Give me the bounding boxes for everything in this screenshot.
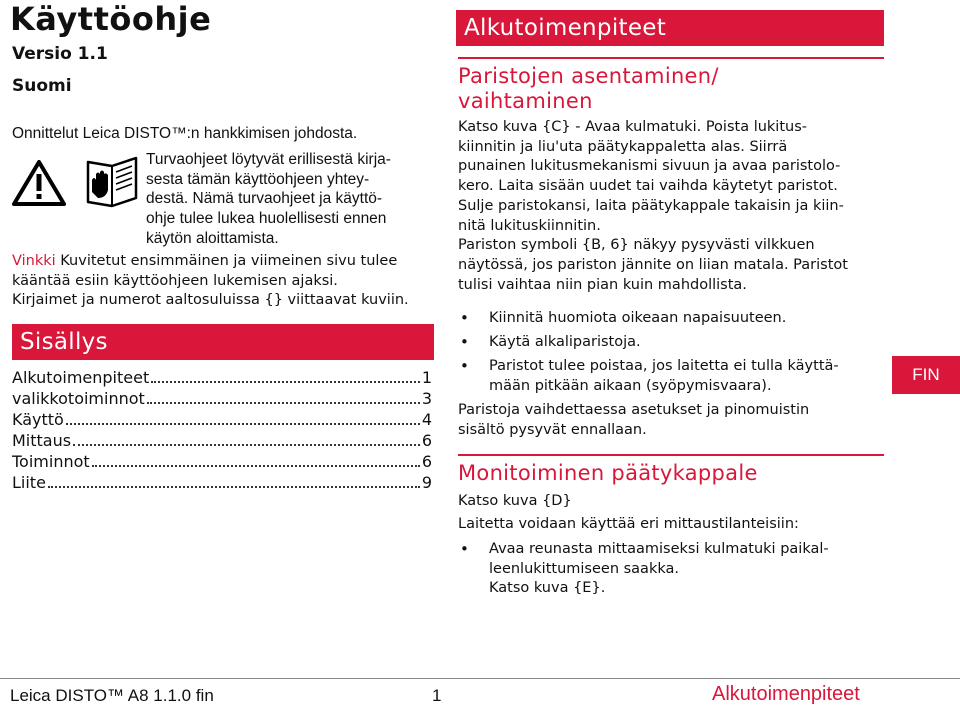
language-tab-fin[interactable]: FIN (892, 356, 960, 394)
bullet-icon: • (460, 357, 469, 375)
safety-notice: Turvaohjeet löytyvät erillisestä kirja- sesta tämän käyttöohjeen yhtey- destä. Nämä turvaohjeet ja käyttö- ohje tulee lukea huolellisesti ennen käytön aloittamista. (146, 151, 391, 247)
toc-item-toiminnot[interactable]: Toiminnot 6 (12, 452, 432, 471)
toc-item-valikkotoiminnot[interactable]: valikkotoiminnot 3 (12, 389, 432, 408)
version-label: Versio 1.1 (12, 44, 108, 64)
footer-divider (0, 678, 960, 679)
section-divider (458, 454, 884, 456)
manual-book-icon (82, 152, 140, 208)
list-item: Paristot tulee poistaa, jos laitetta ei tulla käyttä- mään pitkään aikaan (syöpymisvaara). (489, 358, 839, 394)
toc-item-mittaus[interactable]: Mittaus 6 (12, 431, 432, 450)
section-heading-bar: Alkutoimenpiteet (456, 10, 884, 46)
battery-note: Paristoja vaihdettaessa asetukset ja pinomuistin sisältö pysyvät ennallaan. (458, 402, 810, 438)
toc-item-kaytto[interactable]: Käyttö 4 (12, 410, 432, 429)
bullet-icon: • (460, 333, 469, 351)
footer-page-number: 1 (432, 686, 442, 705)
toc-heading: Sisällys (12, 324, 434, 360)
battery-heading: Paristojen asentaminen/ vaihtaminen (458, 64, 719, 113)
bullet-icon: • (460, 309, 469, 327)
footer-product: Leica DISTO™ A8 1.1.0 fin (10, 686, 214, 705)
toc-item-alkutoimenpiteet[interactable]: Alkutoimenpiteet 1 (12, 368, 432, 387)
list-item: Kiinnitä huomiota oikeaan napaisuuteen. (489, 310, 787, 326)
footer-section-title: Alkutoimenpiteet (712, 683, 860, 705)
multi-endpiece-heading: Monitoiminen päätykappale (458, 461, 758, 485)
multi-intro: Laitetta voidaan käyttää eri mittaustilanteisiin: (458, 516, 799, 532)
tip-label: Vinkki (12, 253, 56, 269)
congrats-text: Onnittelut Leica DISTO™:n hankkimisen johdosta. (12, 125, 358, 142)
tip-paragraph: Vinkki Kuvitetut ensimmäinen ja viimeinen sivu tulee kääntää esiin käyttöohjeen lukemisen ajaksi. Kirjaimet ja numerot aaltosuluissa {} viittaavat kuviin. (12, 253, 409, 309)
language-label: Suomi (12, 76, 72, 96)
battery-instructions: Katso kuva {C} - Avaa kulmatuki. Poista lukitus- kiinnitin ja liu'uta päätykappaletta alas. Siirrä punainen lukitusmekanismi sivuun ja avaa paristolo- kero. Laita sisään uudet tai vaihda käytetyt paristot. Sulje paristokansi, laita päätykappale takaisin ja kiin- nitä lukituskiinnitin. Pariston symboli {B, 6} näkyy pysyvästi vilkkuen näytössä, jos pariston jännite on liian matala. Paristot tulisi vaihtaa niin pian kuin mahdollista. (458, 119, 848, 293)
section-divider (458, 57, 884, 59)
document-title: Käyttöohje (10, 0, 212, 38)
list-item: Avaa reunasta mittaamiseksi kulmatuki paikal- leenlukittumiseen saakka. Katso kuva {E}. (489, 541, 829, 597)
toc-item-liite[interactable]: Liite 9 (12, 473, 432, 492)
list-item: Käytä alkaliparistoja. (489, 334, 641, 350)
bullet-icon: • (460, 540, 469, 558)
multi-see-figure: Katso kuva {D} (458, 493, 572, 509)
warning-icon (12, 160, 66, 206)
